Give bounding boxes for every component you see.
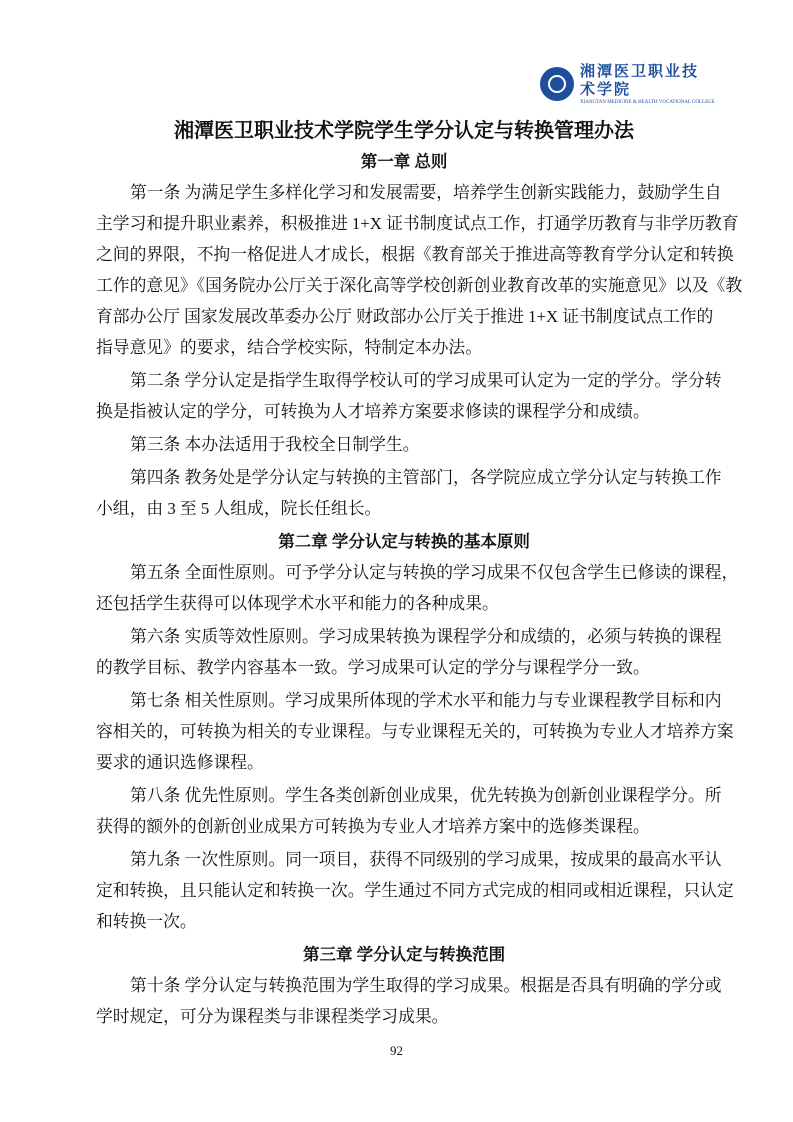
- chapter-heading: 第一章 总则: [360, 152, 448, 171]
- text-line: 第十条 学分认定与转换范围为学生取得的学习成果。根据是否具有明确的学分或: [130, 976, 722, 995]
- article-paragraph: [96, 970, 722, 1032]
- page-number: 92: [390, 1043, 403, 1058]
- article-paragraph: [96, 844, 734, 937]
- college-logo: [540, 63, 715, 105]
- text-line: 要求的通识选修课程。: [96, 753, 264, 772]
- article-paragraph: [96, 365, 722, 427]
- text-line: 育部办公厅 国家发展改革委办公厅 财政部办公厅关于推进 1+X 证书制度试点工作的: [96, 307, 714, 326]
- text-line: 第六条 实质等效性原则。学习成果转换为课程学分和成绩的，必须与转换的课程: [130, 627, 722, 646]
- article-paragraph: [96, 685, 734, 778]
- article-paragraph: [96, 557, 739, 619]
- text-line: 第八条 优先性原则。学生各类创新创业成果，优先转换为创新创业课程学分。所: [130, 786, 722, 805]
- document-body: [96, 116, 743, 1034]
- text-line: 定和转换，且只能认定和转换一次。学生通过不同方式完成的相同或相近课程，只认定: [96, 881, 734, 900]
- text-line: 小组，由 3 至 5 人组成，院长任组长。: [96, 499, 382, 518]
- article-paragraph: [96, 780, 722, 842]
- text-line: 第四条 教务处是学分认定与转换的主管部门，各学院应成立学分认定与转换工作: [130, 468, 722, 487]
- text-line: 第三条 本办法适用于我校全日制学生。: [130, 435, 420, 454]
- text-line: 之间的界限，不拘一格促进人才成长，根据《教育部关于推进高等教育学分认定和转换: [96, 245, 734, 264]
- article-paragraph: [96, 462, 722, 524]
- text-line: 学时规定，可分为课程类与非课程类学习成果。: [96, 1007, 449, 1026]
- text-line: 的教学目标、教学内容基本一致。学习成果可认定的学分与课程学分一致。: [96, 658, 650, 677]
- text-line: 获得的额外的创新创业成果方可转换为专业人才培养方案中的选修类课程。: [96, 817, 650, 836]
- chapter-heading: 第二章 学分认定与转换的基本原则: [278, 532, 530, 551]
- text-line: 第七条 相关性原则。学习成果所体现的学术水平和能力与专业课程教学目标和内: [130, 691, 722, 710]
- college-seal-icon: [540, 67, 574, 101]
- article-paragraph: [96, 177, 743, 363]
- text-line: 主学习和提升职业素养，积极推进 1+X 证书制度试点工作，打通学历教育与非学历教育: [96, 214, 739, 233]
- article-paragraph: [96, 621, 722, 683]
- logo-english-name: XIANGTAN MEDICINE & HEALTH VOCATIONAL COLLEGE: [580, 99, 715, 105]
- text-line: 和转换一次。: [96, 912, 197, 931]
- text-line: 指导意见》的要求，结合学校实际，特制定本办法。: [96, 338, 482, 357]
- chapter-heading: 第三章 学分认定与转换范围: [302, 945, 506, 964]
- document-title: 湘潭医卫职业技术学院学生学分认定与转换管理办法: [174, 120, 634, 142]
- text-line: 第一条 为满足学生多样化学习和发展需要，培养学生创新实践能力，鼓励学生自: [130, 183, 722, 202]
- text-line: 第二条 学分认定是指学生取得学校认可的学习成果可认定为一定的学分。学分转: [130, 371, 722, 390]
- text-line: 第九条 一次性原则。同一项目，获得不同级别的学习成果，按成果的最高水平认: [130, 850, 722, 869]
- text-line: 换是指被认定的学分，可转换为人才培养方案要求修读的课程学分和成绩。: [96, 402, 650, 421]
- text-line: 容相关的，可转换为相关的专业课程。与专业课程无关的，可转换为专业人才培养方案: [96, 722, 734, 741]
- text-line: 工作的意见》《国务院办公厅关于深化高等学校创新创业教育改革的实施意见》以及《教: [96, 276, 743, 295]
- article-paragraph: [96, 429, 712, 460]
- logo-chinese-name: 湘潭医卫职业技术学院: [580, 63, 700, 98]
- text-line: 第五条 全面性原则。可予学分认定与转换的学习成果不仅包含学生已修读的课程，: [130, 563, 739, 582]
- text-line: 还包括学生获得可以体现学术水平和能力的各种成果。: [96, 594, 499, 613]
